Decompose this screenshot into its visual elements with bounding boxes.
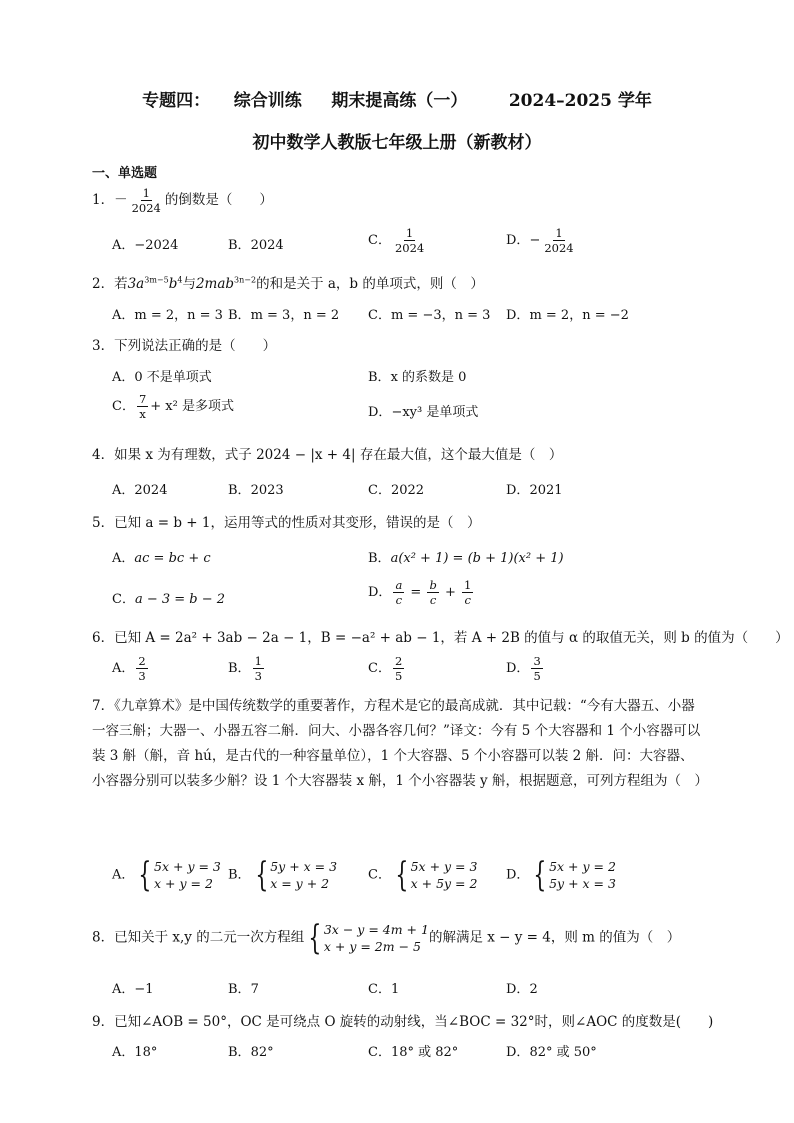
option-d: D． $\frac{a}{c}$ = $\frac{b}{c}$ + $\frac{1}{c}$ bbox=[368, 578, 472, 607]
option-b: B．m = 3，n = 2 bbox=[228, 308, 340, 323]
question-text: 已知 a = b + 1，运用等式的性质对其变形，错误的是（ ） bbox=[114, 515, 481, 531]
option-a: A．−2024 bbox=[112, 238, 179, 253]
equation-system: { 3x − y = 4m + 1 x + y = 2m − 5 bbox=[308, 918, 429, 958]
fraction: $\frac{2}{5}$ bbox=[394, 654, 403, 683]
question-number: 5． bbox=[92, 515, 115, 531]
option-c: C． $\frac{1}{2024}$ bbox=[368, 226, 425, 255]
question-number: 3． bbox=[92, 338, 115, 354]
fraction: $\frac{7}{x}$ bbox=[138, 392, 147, 421]
question-1 bbox=[92, 186, 273, 215]
question-9 bbox=[92, 1010, 713, 1030]
fraction: $\frac{1}{2024}$ bbox=[131, 186, 161, 215]
option-a: A．18° bbox=[112, 1045, 158, 1060]
equation-system: { 5x + y = 2 5y + x = 3 bbox=[533, 855, 616, 895]
fraction: $\frac{b}{c}$ bbox=[429, 578, 437, 607]
option-b: B．82° bbox=[228, 1045, 274, 1060]
option-c: C．a − 3 = b − 2 bbox=[112, 592, 226, 607]
option-c: C． $\frac{7}{x}$ + x² 是多项式 bbox=[112, 392, 234, 421]
option-a: A．−1 bbox=[112, 982, 154, 997]
question-4 bbox=[92, 443, 562, 463]
equation-system: { 5y + x = 3 x = y + 2 bbox=[254, 855, 338, 895]
question-8: 8．已知关于 x,y 的二元一次方程组 { 3x − y = 4m + 1 x + y = 2m − 5 的解满足 x − y = 4，则 m 的值为（ ） bbox=[92, 918, 681, 958]
option-a: A．0 不是单项式 bbox=[112, 370, 212, 385]
question-number: 6． bbox=[92, 630, 115, 646]
fraction: $\frac{1}{3}$ bbox=[254, 654, 262, 683]
option-b: B． { 5y + x = 3 x = y + 2 bbox=[228, 855, 338, 895]
option-c: C． $\frac{2}{5}$ bbox=[368, 654, 403, 683]
option-d: D． $\frac{3}{5}$ bbox=[506, 654, 541, 683]
question-number: 7． bbox=[92, 698, 115, 714]
question-text: 《九章算术》是中国传统数学的重要著作，方程术是它的最高成就．其中记载：“今有大器五、小器一容三斛；大器一、小器五容二斛．问大、小器各容几何？”译文：今有 5 个大容器和 1 个小容器可以装 3 斛（斛，音 hú，是古代的一种容量单位），1 个大容器、5 个小容器可以装 2 斛．问：大容器、小容器分别可以装多少斛？设 1 个大容器装 x 斛，1 个小容器装 y 斛，根据题意，可列方程组为（ ） bbox=[92, 698, 708, 789]
option-a: A．2024 bbox=[112, 483, 168, 498]
title-part-topic: 专题四： bbox=[142, 91, 211, 111]
option-a: A．ac = bc + c bbox=[112, 551, 211, 566]
minus-sign: － bbox=[114, 192, 128, 208]
question-6 bbox=[92, 626, 789, 646]
option-b: B．7 bbox=[228, 982, 259, 997]
question-number: 9． bbox=[92, 1014, 115, 1030]
option-d: D．−xy³ 是单项式 bbox=[368, 405, 479, 420]
option-b: B．2024 bbox=[228, 238, 284, 253]
option-b: B．2023 bbox=[228, 483, 284, 498]
page-title bbox=[0, 86, 794, 111]
option-d: D．2021 bbox=[506, 483, 563, 498]
question-3 bbox=[92, 334, 276, 354]
equation-system: { 5x + y = 3 x + 5y = 2 bbox=[395, 855, 478, 895]
option-d: D． { 5x + y = 2 5y + x = 3 bbox=[506, 855, 616, 895]
option-c: C．2022 bbox=[368, 483, 425, 498]
fraction: $\frac{3}{5}$ bbox=[533, 654, 541, 683]
option-b: B．x 的系数是 0 bbox=[368, 370, 467, 385]
option-b: B． $\frac{1}{3}$ bbox=[228, 654, 262, 683]
title-part-exam: 期末提高练（一） bbox=[331, 91, 468, 111]
fraction: $\frac{1}{2024}$ bbox=[544, 226, 574, 255]
fraction: $\frac{a}{c}$ bbox=[395, 578, 403, 607]
option-a: A． { 5x + y = 3 x + y = 2 bbox=[112, 855, 221, 895]
option-c: C．18° 或 82° bbox=[368, 1045, 459, 1060]
question-number: 8． bbox=[92, 929, 115, 946]
question-5 bbox=[92, 511, 480, 531]
question-text: 下列说法正确的是（ ） bbox=[114, 338, 277, 354]
fraction: $\frac{1}{2024}$ bbox=[394, 226, 425, 255]
question-number: 1． bbox=[92, 192, 115, 208]
option-c: C． { 5x + y = 3 x + 5y = 2 bbox=[368, 855, 478, 895]
option-a: A． $\frac{2}{3}$ bbox=[112, 654, 146, 683]
option-d: D．− $\frac{1}{2024}$ bbox=[506, 226, 574, 255]
question-text: 的倒数是（ ） bbox=[164, 192, 273, 208]
question-text: 如果 x 为有理数，式子 2024 − |x + 4| 存在最大值，这个最大值是（ ） bbox=[114, 447, 563, 463]
title-part-training: 综合训练 bbox=[233, 91, 302, 111]
option-d: D．2 bbox=[506, 982, 538, 997]
question-7 bbox=[92, 694, 707, 794]
section-heading: 一、单选题 bbox=[92, 166, 158, 181]
option-c: C．1 bbox=[368, 982, 400, 997]
question-2: 2．若$3a^{3m-5}b^4$与2mab$^{3n-2}$的和是关于 a，b 的单项式，则（ ） bbox=[92, 275, 484, 292]
equation-system: { 5x + y = 3 x + y = 2 bbox=[138, 855, 221, 895]
option-d: D．82° 或 50° bbox=[506, 1045, 597, 1060]
option-d: D．m = 2，n = −2 bbox=[506, 308, 629, 323]
question-text: 已知∠AOB = 50°，OC 是可绕点 O 旋转的动射线，当∠BOC = 32°时，则∠AOC 的度数是( ) bbox=[114, 1014, 714, 1030]
title-part-year: 2024–2025 学年 bbox=[508, 91, 652, 111]
fraction: $\frac{1}{c}$ bbox=[464, 578, 472, 607]
question-text: 已知 A = 2a² + 3ab − 2a − 1，B = −a² + ab − 1，若 A + 2B 的值与 α 的取值无关，则 b 的值为（ ） bbox=[114, 630, 789, 646]
question-number: 4． bbox=[92, 447, 115, 463]
option-a: A．m = 2，n = 3 bbox=[112, 308, 223, 323]
question-number: 2． bbox=[92, 276, 115, 292]
option-c: C．m = −3，n = 3 bbox=[368, 308, 491, 323]
page-subtitle: 初中数学人教版七年级上册（新教材） bbox=[252, 133, 542, 153]
fraction: $\frac{2}{3}$ bbox=[138, 654, 146, 683]
option-b: B．a(x² + 1) = (b + 1)(x² + 1) bbox=[368, 551, 564, 566]
